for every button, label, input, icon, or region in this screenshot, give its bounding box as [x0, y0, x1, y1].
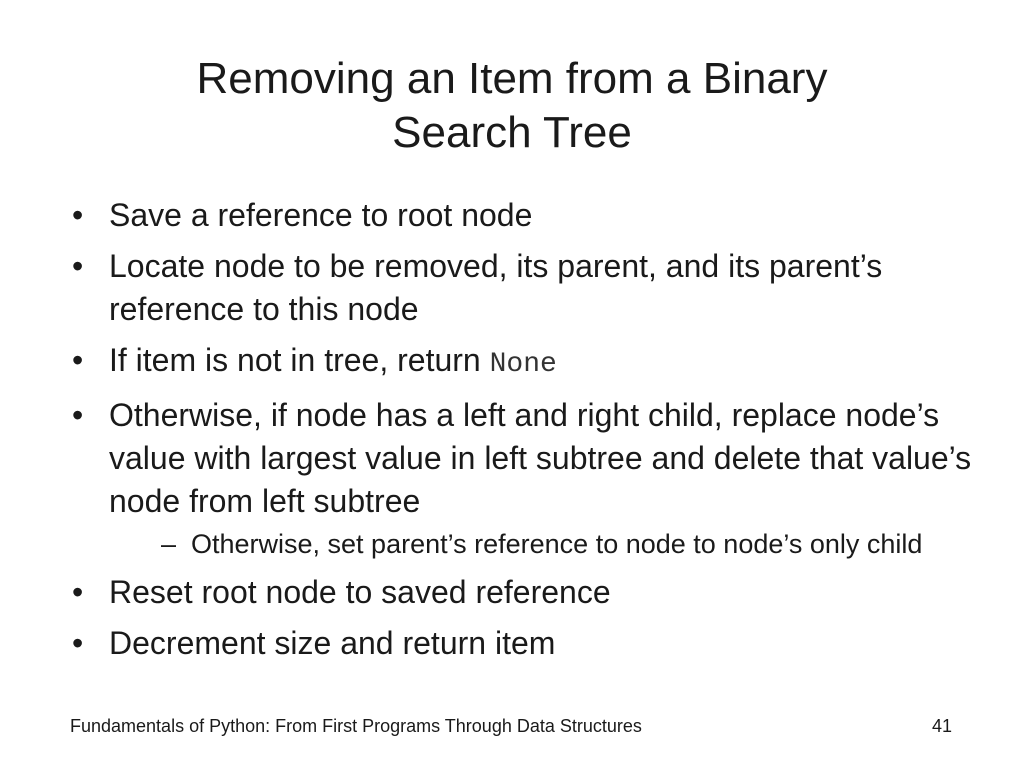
- bullet-item: [72, 245, 972, 331]
- slide-title: [0, 52, 1024, 160]
- bullet-dot: •: [72, 574, 84, 610]
- bullet-text: Otherwise, if node has a left and right child, replace node’s value with largest value in left subtree and delete that value’s node from left subtree: [109, 397, 972, 519]
- bullet-list: [72, 194, 972, 673]
- slide-title-line-2: Search Tree: [392, 108, 632, 157]
- sub-bullet-dash: –: [161, 529, 177, 559]
- bullet-item: [72, 622, 972, 665]
- bullet-text: Reset root node to saved reference: [109, 574, 611, 610]
- bullet-dot: •: [72, 197, 84, 233]
- bullet-dot: •: [72, 625, 84, 661]
- bullet-dot: •: [72, 397, 84, 433]
- bullet-item: [72, 339, 972, 386]
- bullet-text: Save a reference to root node: [109, 197, 533, 233]
- footer-source: Fundamentals of Python: From First Programs Through Data Structures: [70, 716, 642, 736]
- slide-title-line-1: Removing an Item from a Binary: [196, 54, 828, 103]
- bullet-dot: •: [72, 248, 84, 284]
- bullet-text: If item is not in tree, return: [109, 342, 490, 378]
- code-literal: None: [489, 349, 557, 380]
- bullet-text: Decrement size and return item: [109, 625, 556, 661]
- page-number: 41: [931, 716, 952, 736]
- bullet-text: Locate node to be removed, its parent, and its parent’s reference to this node: [109, 248, 883, 327]
- bullet-item: [72, 394, 972, 563]
- sub-bullet-text: Otherwise, set parent’s reference to node to node’s only child: [191, 529, 923, 559]
- bullet-item: [72, 194, 972, 237]
- sub-bullet-item: [109, 525, 972, 563]
- bullet-item: [72, 571, 972, 614]
- bullet-dot: •: [72, 342, 84, 378]
